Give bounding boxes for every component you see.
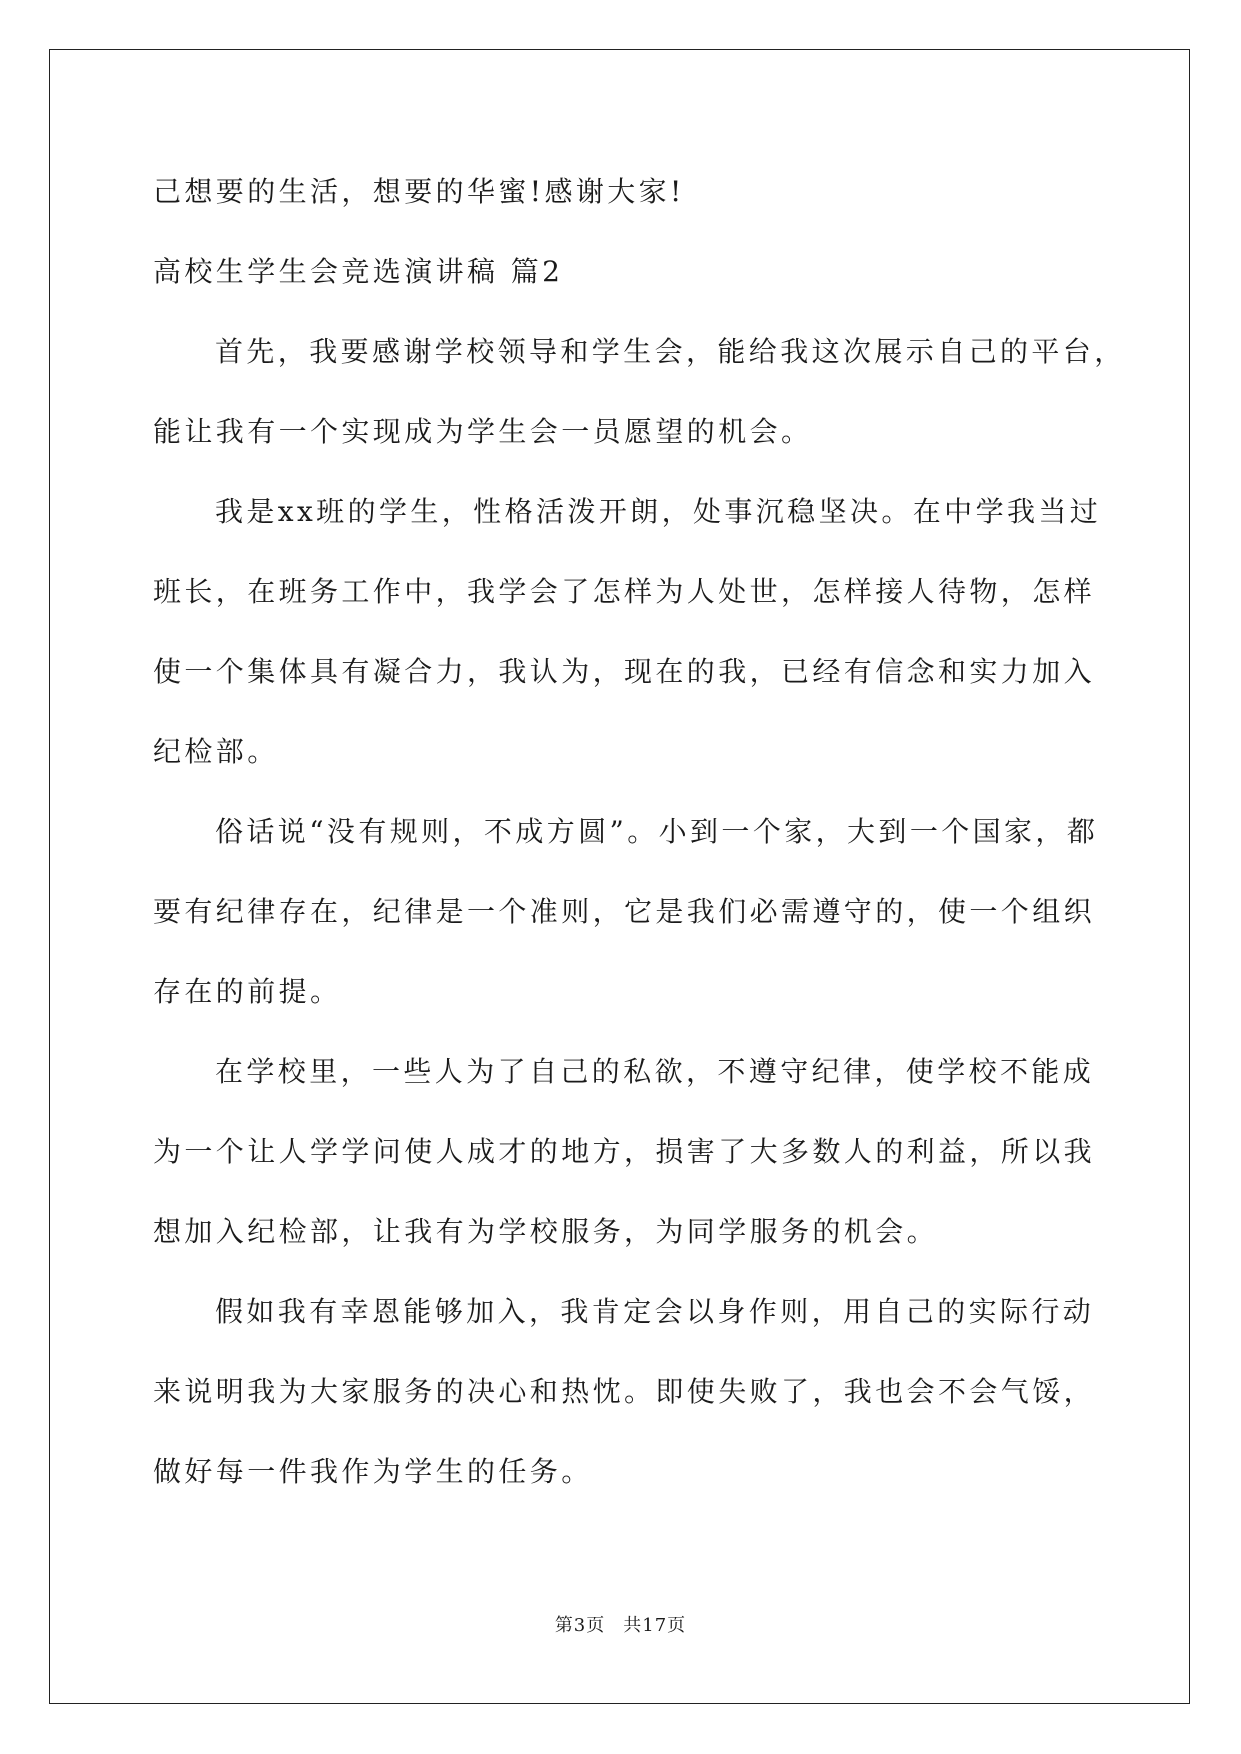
paragraph-4-line-2: 为一个让人学学问使人成才的地方，损害了大多数人的利益，所以我 (153, 1135, 1096, 1168)
paragraph-5-line-1: 假如我有幸恩能够加入，我肯定会以身作则，用自己的实际行动 (215, 1295, 1095, 1328)
paragraph-3-line-1: 俗话说“没有规则，不成方圆”。小到一个家，大到一个国家，都 (215, 815, 1099, 848)
paragraph-1-line-1: 首先，我要感谢学校领导和学生会，能给我这次展示自己的平台， (215, 335, 1126, 368)
paragraph-1-line-2: 能让我有一个实现成为学生会一员愿望的机会。 (153, 415, 813, 448)
paragraph-2-line-2: 班长，在班务工作中，我学会了怎样为人处世，怎样接人待物，怎样 (153, 575, 1096, 608)
paragraph-2-line-4: 纪检部。 (153, 735, 279, 768)
page-footer (0, 1614, 1241, 1638)
section-heading: 高校生学生会竞选演讲稿 篇2 (153, 255, 564, 288)
paragraph-2-line-3: 使一个集体具有凝合力，我认为，现在的我，已经有信念和实力加入 (153, 655, 1096, 688)
paragraph-3-line-2: 要有纪律存在，纪律是一个准则，它是我们必需遵守的，使一个组织 (153, 895, 1096, 928)
paragraph-3-line-3: 存在的前提。 (153, 975, 342, 1008)
body-line-1: 己想要的生活，想要的华蜜!感谢大家! (153, 175, 685, 208)
page-number: 第3页 (554, 1615, 606, 1636)
paragraph-5-line-2: 来说明我为大家服务的决心和热忱。即使失败了，我也会不会气馁， (153, 1375, 1096, 1408)
paragraph-2-line-1: 我是xx班的学生，性格活泼开朗，处事沉稳坚决。在中学我当过 (215, 495, 1102, 528)
page-total: 共17页 (623, 1615, 687, 1636)
paragraph-4-line-3: 想加入纪检部，让我有为学校服务，为同学服务的机会。 (153, 1215, 939, 1248)
paragraph-5-line-3: 做好每一件我作为学生的任务。 (153, 1455, 593, 1488)
paragraph-4-line-1: 在学校里，一些人为了自己的私欲，不遵守纪律，使学校不能成 (215, 1055, 1095, 1088)
